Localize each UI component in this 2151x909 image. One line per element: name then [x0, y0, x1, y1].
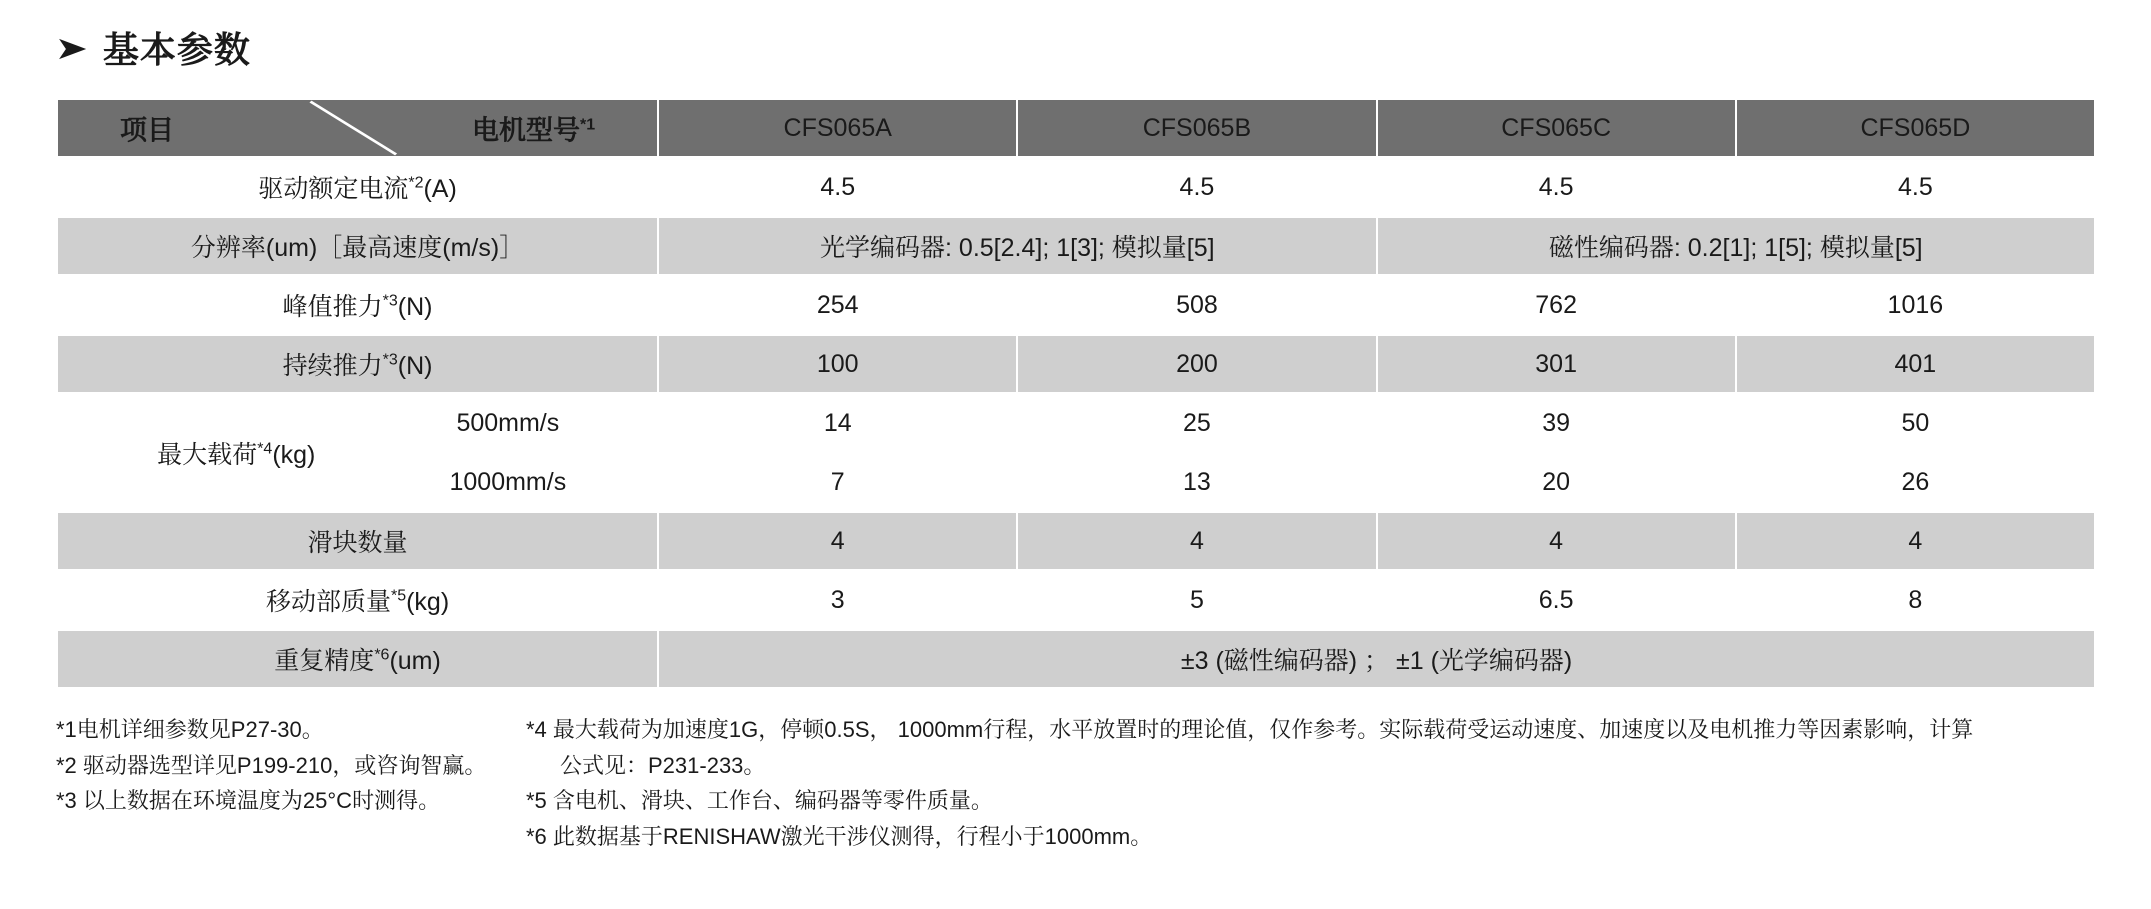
cell-value: 762 — [1378, 277, 1735, 333]
cell-value: 4.5 — [1378, 159, 1735, 215]
cell-value: 4.5 — [1737, 159, 2094, 215]
row-label-max-load: 最大载荷$^{*4}$(kg) — [58, 395, 357, 510]
row-label-slider-count: 滑块数量 — [58, 513, 657, 569]
cell-value: 13 — [1018, 454, 1375, 510]
specification-table-wrap — [56, 97, 2095, 690]
header-model-2: CFS065C — [1378, 100, 1735, 156]
footnotes — [56, 712, 2095, 855]
cell-value: 4.5 — [1018, 159, 1375, 215]
footnotes-column-left — [56, 712, 526, 855]
cell-value: 200 — [1018, 336, 1375, 392]
row-label-moving-mass: 移动部质量$^{*5}$(kg) — [58, 572, 657, 628]
page-title-row — [56, 0, 2095, 73]
page-title: 基本参数 — [102, 29, 251, 70]
triangle-right-icon: ➤ — [54, 29, 89, 66]
cell-value: 39 — [1378, 395, 1735, 451]
cell-value: 301 — [1378, 336, 1735, 392]
table-row — [58, 631, 2094, 687]
cell-value: 254 — [659, 277, 1016, 333]
cell-value: 25 — [1018, 395, 1375, 451]
row-label-repeatability: 重复精度$^{*6}$(um) — [58, 631, 657, 687]
sub-row-label-speed-500: 500mm/s — [359, 395, 658, 451]
footnote-4: *4 最大载荷为加速度1G，停顿0.5S， 1000mm行程，水平放置时的理论值，仅作参考。实际载荷受运动速度、加速度以及电机推力等因素影响，计算 — [526, 717, 1974, 742]
cell-value: 3 — [659, 572, 1016, 628]
footnote-4-continued: 公式见：P231-233。 — [560, 752, 766, 778]
specification-table — [56, 97, 2096, 690]
cell-value: 20 — [1378, 454, 1735, 510]
cell-value-optical-encoder: 光学编码器: 0.5[2.4]; 1[3]; 模拟量[5] — [659, 218, 1375, 274]
table-row — [58, 454, 2094, 510]
cell-value: 4 — [1737, 513, 2094, 569]
table-row — [58, 336, 2094, 392]
table-row — [58, 395, 2094, 451]
row-label-resolution: 分辨率(um)［最高速度(m/s)］ — [58, 218, 657, 274]
header-model-0: CFS065A — [659, 100, 1016, 156]
cell-value: 5 — [1018, 572, 1375, 628]
sub-row-label-speed-1000: 1000mm/s — [359, 454, 658, 510]
footnote-3: *3 以上数据在环境温度为25°C时测得。 — [56, 788, 441, 814]
footnote-1: *1电机详细参数见P27-30。 — [56, 717, 324, 742]
table-header-row — [58, 100, 2094, 156]
cell-value: 7 — [659, 454, 1016, 510]
cell-value: 508 — [1018, 277, 1375, 333]
table-row — [58, 218, 2094, 274]
footnote-5: *5 含电机、滑块、工作台、编码器等零件质量。 — [526, 788, 993, 814]
cell-value-repeatability: ±3 (磁性编码器) ； ±1 (光学编码器) — [659, 631, 2094, 687]
cell-value-magnetic-encoder: 磁性编码器: 0.2[1]; 1[5]; 模拟量[5] — [1378, 218, 2094, 274]
row-label-rated-current: 驱动额定电流$^{*2}$(A) — [58, 159, 657, 215]
cell-value: 26 — [1737, 454, 2094, 510]
footnote-2: *2 驱动器选型详见P199-210，或咨询智赢。 — [56, 752, 487, 778]
cell-value: 4 — [1018, 513, 1375, 569]
row-label-continuous-force: 持续推力$^{*3}$(N) — [58, 336, 657, 392]
header-model-3: CFS065D — [1737, 100, 2094, 156]
cell-value: 14 — [659, 395, 1016, 451]
footnote-6: *6 此数据基于RENISHAW激光干涉仪测得，行程小于1000mm。 — [526, 823, 1153, 849]
table-row — [58, 513, 2094, 569]
row-label-peak-force: 峰值推力$^{*3}$(N) — [58, 277, 657, 333]
cell-value: 100 — [659, 336, 1016, 392]
cell-value: 4 — [659, 513, 1016, 569]
header-item-model-cell — [58, 100, 657, 156]
cell-value: 8 — [1737, 572, 2094, 628]
header-model-1: CFS065B — [1018, 100, 1375, 156]
table-row — [58, 572, 2094, 628]
footnotes-column-right — [526, 712, 2095, 855]
cell-value: 4 — [1378, 513, 1735, 569]
table-row — [58, 277, 2094, 333]
cell-value: 1016 — [1737, 277, 2094, 333]
table-row — [58, 159, 2094, 215]
cell-value: 4.5 — [659, 159, 1016, 215]
header-label-model: 电机型号$^{*1}$ — [472, 115, 596, 146]
cell-value: 50 — [1737, 395, 2094, 451]
header-label-item: 项目 — [120, 115, 174, 146]
cell-value: 401 — [1737, 336, 2094, 392]
cell-value: 6.5 — [1378, 572, 1735, 628]
